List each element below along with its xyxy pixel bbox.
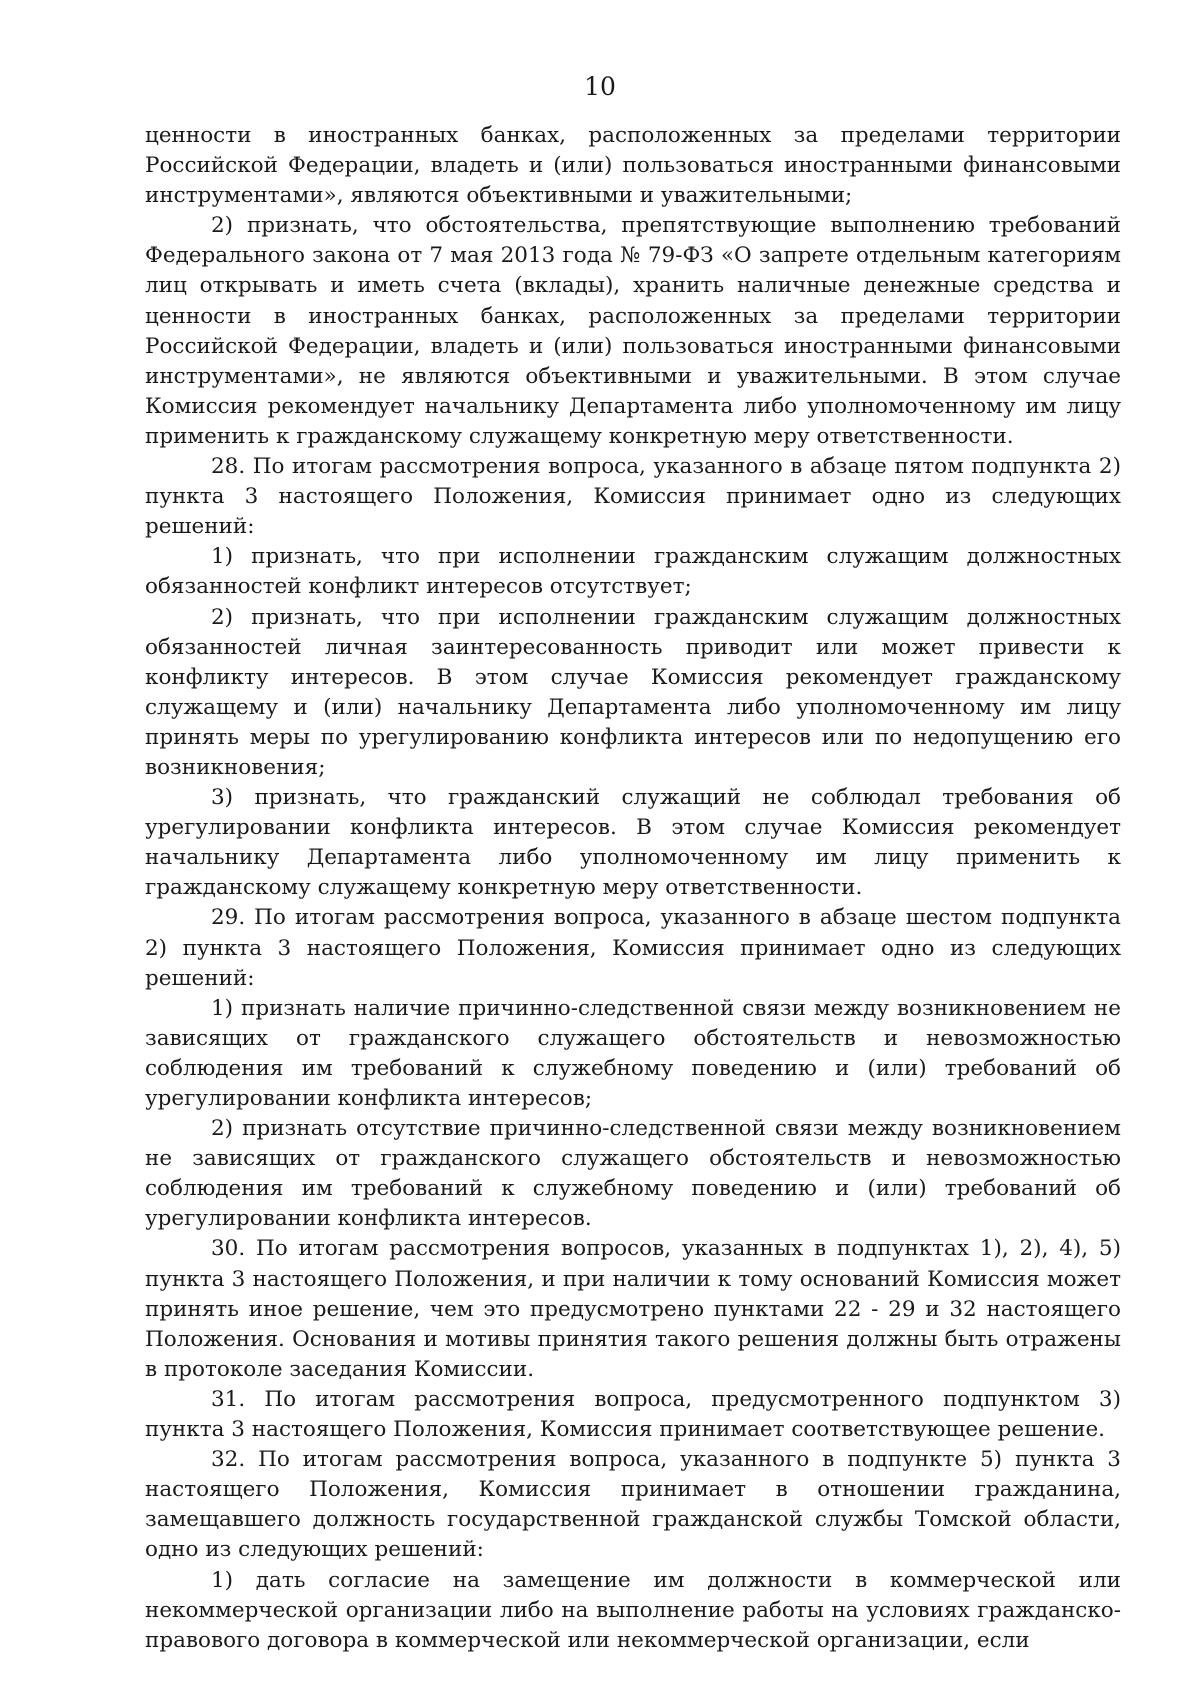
paragraph: ценности в иностранных банках, расположенных за пределами территории Российской Федерации, владеть и (или) пользоваться иностранными финансовыми инструментами», являются объективными и уважительными; <box>145 123 1121 209</box>
paragraph: 29. По итогам рассмотрения вопроса, указанного в абзаце шестом подпункта 2) пункта 3 настоящего Положения, Комиссия принимает одно из следующих решений: <box>145 905 1121 991</box>
paragraph: 31. По итогам рассмотрения вопроса, предусмотренного подпунктом 3) пункта 3 настоящего Положения, Комиссия принимает соответствующее решение. <box>145 1386 1121 1443</box>
paragraph: 2) признать, что обстоятельства, препятствующие выполнению требований Федерального закона от 7 мая 2013 года № 79-ФЗ «О запрете отдельным категориям лиц открывать и иметь счета (вклады), хранить наличные денежные средства и ценности в иностранных банках, расположенных за пределами территории Российской Федерации, владеть и (или) пользоваться иностранными финансовыми инструментами», не являются объективными и уважительными. В этом случае Комиссия рекомендует начальнику Департамента либо уполномоченному им лицу применить к гражданскому служащему конкретную меру ответственности. <box>145 213 1121 449</box>
paragraph: 2) признать отсутствие причинно-следственной связи между возникновением не зависящих от гражданского служащего обстоятельств и невозможностью соблюдения им требований к служебному поведению и (или) требований об урегулировании конфликта интересов. <box>145 1116 1121 1232</box>
paragraph: 1) дать согласие на замещение им должности в коммерческой или некоммерческой организации либо на выполнение работы на условиях гражданско-правового договора в коммерческой или некоммерческой организации, если <box>145 1567 1121 1653</box>
paragraph: 2) признать, что при исполнении гражданским служащим должностных обязанностей личная заинтересованность приводит или может привести к конфликту интересов. В этом случае Комиссия рекомендует гражданскому служащему и (или) начальнику Департамента либо уполномоченному им лицу принять меры по урегулированию конфликта интересов или по недопущению его возникновения; <box>145 604 1121 780</box>
paragraph: 3) признать, что гражданский служащий не соблюдал требования об урегулировании конфликта интересов. В этом случае Комиссия рекомендует начальнику Департамента либо уполномоченному им лицу применить к гражданскому служащему конкретную меру ответственности. <box>145 785 1121 901</box>
paragraph: 1) признать, что при исполнении гражданским служащим должностных обязанностей конфликт интересов отсутствует; <box>145 544 1121 600</box>
paragraph: 30. По итогам рассмотрения вопросов, указанных в подпунктах 1), 2), 4), 5) пункта 3 настоящего Положения, и при наличии к тому оснований Комиссия может принять иное решение, чем это предусмотрено пунктами 22 - 29 и 32 настоящего Положения. Основания и мотивы принятия такого решения должны быть отражены в протоколе заседания Комиссии. <box>145 1236 1121 1382</box>
paragraph: 28. По итогам рассмотрения вопроса, указанного в абзаце пятом подпункта 2) пункта 3 настоящего Положения, Комиссия принимает одно из следующих решений: <box>145 454 1121 540</box>
document-body <box>145 121 1121 1656</box>
paragraph: 1) признать наличие причинно-следственной связи между возникновением не зависящих от гражданского служащего обстоятельств и невозможностью соблюдения им требований к служебному поведению и (или) требований об урегулировании конфликта интересов; <box>145 995 1121 1111</box>
page-number: 10 <box>584 72 616 101</box>
paragraph: 32. По итогам рассмотрения вопроса, указанного в подпункте 5) пункта 3 настоящего Положения, Комиссия принимает в отношении гражданина, замещавшего должность государственной гражданской службы Томской области, одно из следующих решений: <box>145 1447 1121 1563</box>
